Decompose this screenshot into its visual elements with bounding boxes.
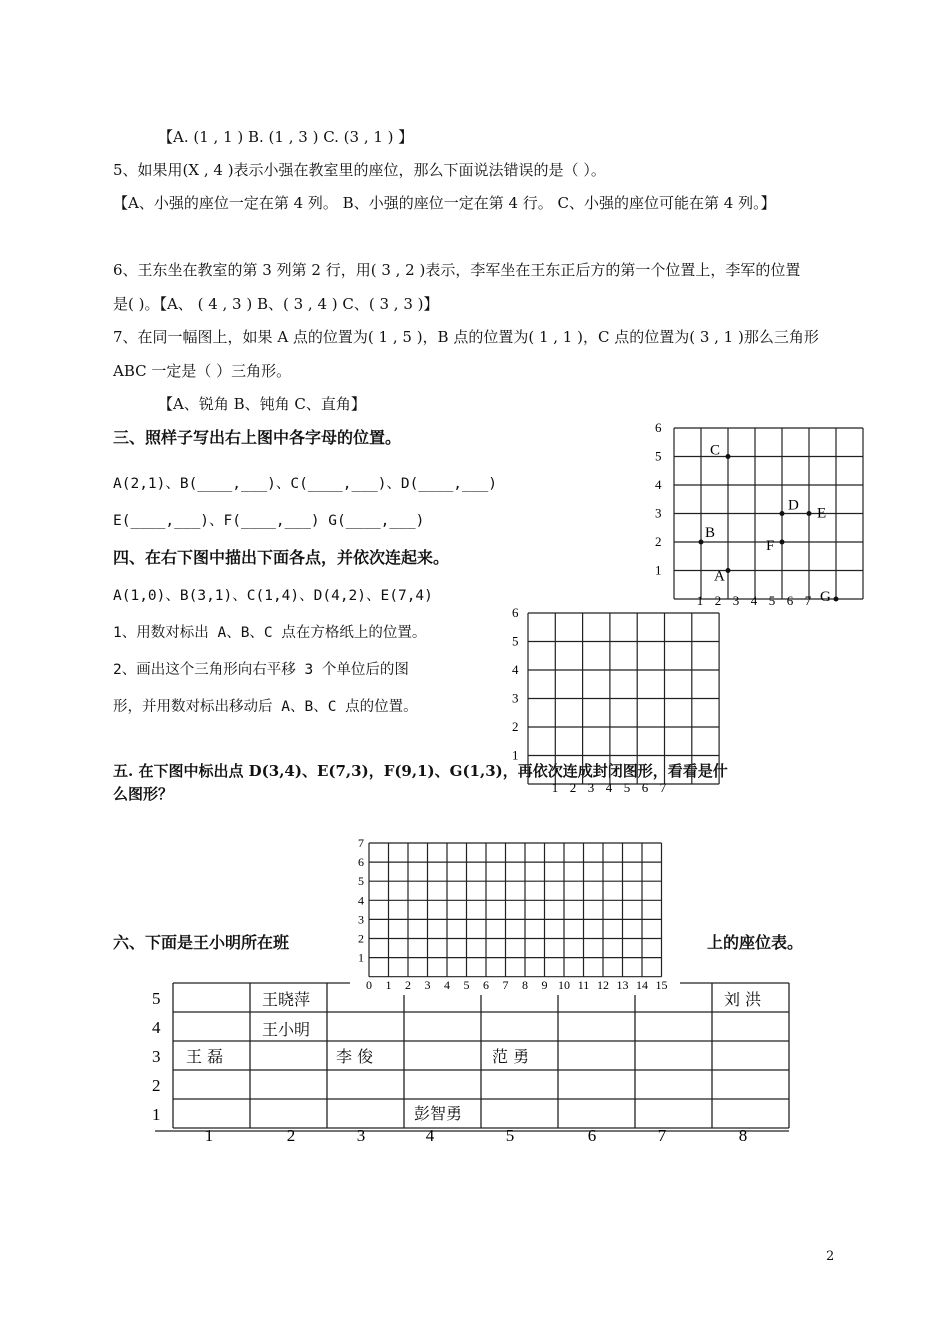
g1-y-tick-label: 2 xyxy=(655,534,662,549)
g1-y-tick-label: 1 xyxy=(655,562,662,578)
g3-x-tick-label: 12 xyxy=(597,978,609,992)
seat-col-label: 7 xyxy=(657,1126,667,1145)
grid1-point-label: D xyxy=(788,497,799,514)
seat-wang-xiaoming: 王小明 xyxy=(262,1020,311,1039)
sec3-title: 三、照样子写出右上图中各字母的位置。 xyxy=(113,428,402,447)
g3-x-tick-label: 5 xyxy=(463,978,470,992)
grid1-point-label: F xyxy=(766,538,775,554)
q7-line1: 7、在同一幅图上，如果 A 点的位置为( 1 , 5 )，B 点的位置为( 1 , 1 )，C 点的位置为( 3 , 1 )那么三角形 xyxy=(113,328,819,346)
seat-col-label: 2 xyxy=(286,1126,296,1145)
grid1-point-E xyxy=(807,511,812,516)
g2-y-tick-label: 4 xyxy=(512,662,519,677)
sec4-task2a: 2、画出这个三角形向右平移 3 个单位后的图 xyxy=(113,662,409,678)
g3-x-tick-label: 0 xyxy=(366,978,372,992)
page-number: 2 xyxy=(826,1249,835,1264)
g1-x-tick-label: 2 xyxy=(714,593,722,608)
g2-x-tick-label: 3 xyxy=(587,780,595,795)
grid1-point-G xyxy=(834,597,839,602)
g2-x-tick-label: 6 xyxy=(641,780,649,795)
sec4-task1: 1、用数对标出 A、B、C 点在方格纸上的位置。 xyxy=(113,625,427,641)
seat-col-label: 5 xyxy=(505,1126,515,1145)
seat-col-label: 4 xyxy=(425,1126,435,1145)
g1-y-tick-label: 3 xyxy=(655,505,662,521)
seat-col-label: 3 xyxy=(356,1126,366,1145)
seat-row-label: 3 xyxy=(152,1047,161,1066)
seat-col-label: 6 xyxy=(587,1126,597,1145)
g3-x-tick-label: 8 xyxy=(522,978,528,992)
g3-x-tick-label: 9 xyxy=(541,978,548,992)
g3-y-tick-label: 2 xyxy=(358,931,364,946)
seat-col-label: 8 xyxy=(738,1126,748,1145)
seat-liu-hong: 刘 洪 xyxy=(724,990,762,1009)
q4-options: 【A. (1 , 1 ) B. (1 , 3 ) C. (3 , 1 ) 】 xyxy=(158,128,414,146)
g3-x-tick-label: 1 xyxy=(385,978,392,992)
g3-x-tick-label: 13 xyxy=(616,978,629,992)
seat-row-label: 1 xyxy=(152,1105,161,1124)
grid1-point-C xyxy=(726,454,731,459)
sec4-points: A(1,0)、B(3,1)、C(1,4)、D(4,2)、E(7,4) xyxy=(113,588,433,604)
sec4-task2b: 形，并用数对标出移动后 A、B、C 点的位置。 xyxy=(113,699,418,715)
q6-line2: 是( )。【A、 ( 4 , 3 ) B、( 3 , 4 ) C、( 3 , 3 )】 xyxy=(113,295,439,313)
grid1-point-label: A xyxy=(714,568,725,585)
g1-x-tick-label: 5 xyxy=(768,593,776,608)
g2-y-tick-label: 1 xyxy=(512,747,519,763)
q6-line1: 6、王东坐在教室的第 3 列第 2 行，用( 3 , 2 )表示，李军坐在王东正后方的第一个位置上，李军的位置 xyxy=(113,261,801,279)
sec6-title-right: 上的座位表。 xyxy=(707,933,804,952)
seat-col-label: 1 xyxy=(204,1126,214,1145)
g3-x-tick-label: 11 xyxy=(577,978,590,992)
g3-y-tick-label: 6 xyxy=(358,855,364,870)
sec5-line2: 么图形？ xyxy=(113,785,174,803)
g2-x-tick-label: 4 xyxy=(605,780,613,795)
g2-y-tick-label: 5 xyxy=(512,633,519,649)
g1-y-tick-label: 5 xyxy=(655,448,662,464)
sec5-text: 五. 在下图中标出点 D(3,4)、E(7,3)，F(9,1)、G(1,3)，再依次连成封闭图形，看看是什 xyxy=(113,762,728,780)
g3-y-tick-label: 5 xyxy=(358,874,364,889)
g2-y-tick-label: 2 xyxy=(512,719,519,734)
grid1-point-A xyxy=(726,568,731,573)
seat-row-label: 2 xyxy=(152,1076,161,1095)
seat-row-label: 4 xyxy=(152,1018,161,1037)
g3-x-tick-label: 2 xyxy=(405,978,411,992)
g3-y-tick-label: 1 xyxy=(358,950,364,965)
g2-x-tick-label: 1 xyxy=(551,780,559,795)
grid3 xyxy=(350,835,680,995)
g1-y-tick-label: 6 xyxy=(655,420,662,435)
q5-options: 【A、小强的座位一定在第 4 列。 B、小强的座位一定在第 4 行。 C、小强的座位可能在第 4 列。】 xyxy=(113,194,776,212)
g1-y-tick-label: 4 xyxy=(655,477,662,492)
g3-y-tick-label: 3 xyxy=(358,912,364,927)
g3-x-tick-label: 15 xyxy=(655,978,668,992)
seat-peng-zhiyong: 彭智勇 xyxy=(414,1104,463,1123)
grid2 xyxy=(503,600,733,800)
seating-chart xyxy=(140,975,800,1150)
grid1-point-label: C xyxy=(710,442,721,459)
g2-x-tick-label: 2 xyxy=(569,780,577,795)
grid1-point-label: G xyxy=(820,589,831,605)
g3-x-tick-label: 14 xyxy=(636,978,648,992)
seat-fan-yong: 范 勇 xyxy=(492,1047,530,1066)
g2-y-tick-label: 3 xyxy=(512,690,519,706)
seat-row-label: 5 xyxy=(152,989,161,1008)
sec4-title: 四、在右下图中描出下面各点，并依次连起来。 xyxy=(113,548,450,567)
g3-x-tick-label: 6 xyxy=(483,978,489,992)
grid1-point-F xyxy=(780,540,785,545)
sec6-title-left: 六、下面是王小明所在班 xyxy=(113,933,290,952)
q7-options: 【A、锐角 B、钝角 C、直角】 xyxy=(158,395,366,413)
g1-x-tick-label: 4 xyxy=(750,593,758,608)
sec3-line2: E(____,___)、F(____,___) G(____,___) xyxy=(113,513,425,529)
seat-wang-xiaoping: 王晓萍 xyxy=(262,990,311,1009)
g1-x-tick-label: 3 xyxy=(732,593,740,608)
grid1 xyxy=(640,415,870,615)
g3-x-tick-label: 3 xyxy=(424,978,431,992)
grid1-point-B xyxy=(699,540,704,545)
g3-x-tick-label: 7 xyxy=(502,978,509,992)
seat-li-jun: 李 俊 xyxy=(336,1047,374,1066)
grid3-background xyxy=(350,835,680,995)
q7-line2: ABC 一定是（ ）三角形。 xyxy=(113,362,292,380)
g3-y-tick-label: 7 xyxy=(358,836,364,850)
grid1-point-label: B xyxy=(705,525,716,541)
g1-x-tick-label: 1 xyxy=(696,593,704,608)
g3-x-tick-label: 10 xyxy=(558,978,570,992)
sec3-line1: A(2,1)、B(____,___)、C(____,___)、D(____,___) xyxy=(113,476,497,492)
g2-y-tick-label: 6 xyxy=(512,605,519,620)
q5-stem: 5、如果用(X , 4 )表示小强在教室里的座位，那么下面说法错误的是（ ）。 xyxy=(113,161,606,179)
g1-x-tick-label: 7 xyxy=(804,593,812,608)
g1-x-tick-label: 6 xyxy=(786,593,794,608)
g3-x-tick-label: 4 xyxy=(444,978,450,992)
g3-y-tick-label: 4 xyxy=(358,893,364,908)
seat-wang-lei: 王 磊 xyxy=(186,1047,224,1066)
grid1-point-label: E xyxy=(817,505,827,522)
g2-x-tick-label: 7 xyxy=(659,780,667,795)
grid1-point-D xyxy=(780,511,785,516)
g2-x-tick-label: 5 xyxy=(623,780,631,795)
